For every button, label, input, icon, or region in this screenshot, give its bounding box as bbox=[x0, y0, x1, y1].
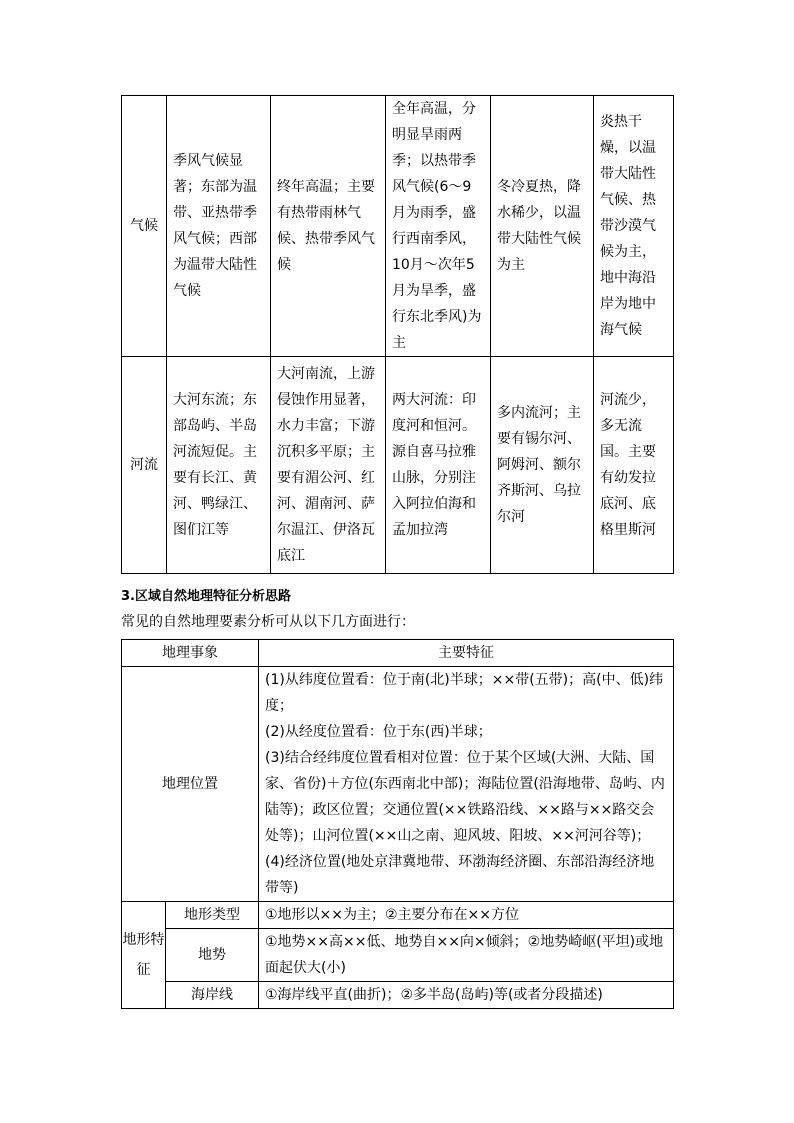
column-header: 地理事象 bbox=[122, 640, 259, 667]
region-comparison-table bbox=[121, 95, 674, 574]
row-label: 地形类型 bbox=[166, 902, 259, 929]
table-cell: 季风气候显著；东部为温带、亚热带季风气候；西部为温带大陆性气候 bbox=[167, 96, 271, 357]
location-features bbox=[259, 667, 674, 902]
row-label-river: 河流 bbox=[122, 357, 167, 574]
table-header-row bbox=[122, 640, 674, 667]
table-row bbox=[122, 902, 674, 929]
table-cell: ①地形以××为主；②主要分布在××方位 bbox=[259, 902, 674, 929]
location-line: (1)从纬度位置看：位于南(北)半球；××带(五带)；高(中、低)纬度； bbox=[265, 672, 664, 714]
table-cell: 大河南流，上游侵蚀作用显著，水力丰富；下游沉积多平原；主要有湄公河、红河、湄南河、萨尔温江、伊洛瓦底江 bbox=[271, 357, 386, 574]
table-cell: 终年高温；主要有热带雨林气候、热带季风气候 bbox=[271, 96, 386, 357]
table-cell: 全年高温，分明显旱雨两季；以热带季风气候(6～9月为雨季，盛行西南季风，10月～次年5月为旱季，盛行东北季风)为主 bbox=[386, 96, 491, 357]
table-row bbox=[122, 929, 674, 982]
row-label-location: 地理位置 bbox=[122, 667, 259, 902]
table-cell: 冬冷夏热，降水稀少，以温带大陆性气候为主 bbox=[491, 96, 594, 357]
table-row bbox=[122, 667, 674, 902]
table-cell: 河流少，多无流国。主要有幼发拉底河、底格里斯河 bbox=[594, 357, 674, 574]
location-line: (2)从经度位置看：位于东(西)半球； bbox=[265, 724, 492, 740]
row-label-climate: 气候 bbox=[122, 96, 167, 357]
table-row bbox=[122, 357, 674, 574]
analysis-table bbox=[121, 639, 674, 1009]
column-header: 主要特征 bbox=[259, 640, 674, 667]
table-cell: 两大河流：印度河和恒河。源自喜马拉雅山脉，分别注入阿拉伯海和孟加拉湾 bbox=[386, 357, 491, 574]
row-label: 地势 bbox=[166, 929, 259, 982]
section-heading: 3.区域自然地理特征分析思路 bbox=[121, 589, 291, 604]
table-cell: 炎热干燥，以温带大陆性气候、热带沙漠气候为主，地中海沿岸为地中海气候 bbox=[594, 96, 674, 357]
row-label: 海岸线 bbox=[166, 982, 259, 1009]
row-group-terrain: 地形特征 bbox=[122, 902, 166, 1009]
location-line: (3)结合经纬度位置看相对位置：位于某个区域(大洲、大陆、国家、省份)＋方位(东西南北中部)；海陆位置(沿海地带、岛屿、内陆等)；政区位置；交通位置(××铁路沿线、××路与××路交会处等)；山河位置(××山之南、迎风坡、阳坡、××河河谷等)； bbox=[265, 750, 665, 844]
section-intro: 常见的自然地理要素分析可从以下几方面进行： bbox=[121, 614, 415, 630]
location-line: (4)经济位置(地处京津冀地带、环渤海经济圈、东部沿海经济地带等) bbox=[265, 854, 655, 896]
table-row bbox=[122, 96, 674, 357]
table-row bbox=[122, 982, 674, 1009]
table-cell: ①海岸线平直(曲折)；②多半岛(岛屿)等(或者分段描述) bbox=[259, 982, 674, 1009]
table-cell: ①地势××高××低、地势自××向×倾斜；②地势崎岖(平坦)或地面起伏大(小) bbox=[259, 929, 674, 982]
table-cell: 大河东流；东部岛屿、半岛河流短促。主要有长江、黄河、鸭绿江、图们江等 bbox=[167, 357, 271, 574]
table-cell: 多内流河；主要有锡尔河、阿姆河、额尔齐斯河、乌拉尔河 bbox=[491, 357, 594, 574]
